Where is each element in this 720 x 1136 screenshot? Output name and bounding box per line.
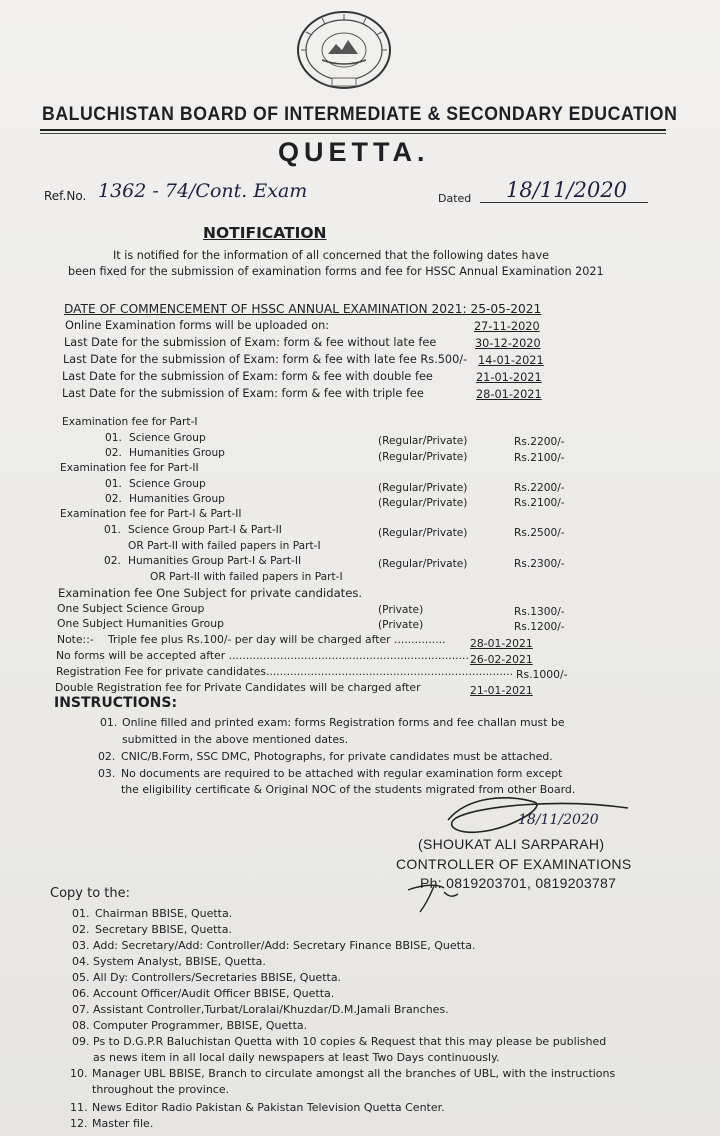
fee-item-no: 02.: [104, 555, 121, 567]
fee-item-group: Humanities Group: [129, 447, 225, 459]
fee-item-group: Science Group: [129, 478, 206, 490]
signature-date: 18/11/2020: [518, 812, 599, 828]
fee-item-sub: OR Part-II with failed papers in Part-I: [128, 540, 321, 552]
fee-item-amount: Rs.1300/-: [514, 606, 565, 618]
fee-item-amount: Rs.2200/-: [514, 482, 565, 494]
fee-item-type: (Regular/Private): [378, 527, 468, 539]
commencement-title: DATE OF COMMENCEMENT OF HSSC ANNUAL EXAMINATION 2021: 25-05-2021: [64, 302, 542, 316]
copy-item-text: Secretary BBISE, Quetta.: [95, 923, 232, 936]
fee-item-no: 01.: [105, 478, 122, 490]
copy-item-text: Chairman BBISE, Quetta.: [95, 907, 233, 920]
fee-item-group: Science Group Part-I & Part-II: [128, 524, 282, 536]
signatory-designation: CONTROLLER OF EXAMINATIONS: [396, 856, 632, 872]
fee-item-amount: Rs.2300/-: [514, 558, 565, 570]
instruction-no: 01.: [100, 716, 118, 729]
schedule-row-label: Last Date for the submission of Exam: form & fee with triple fee: [62, 387, 424, 400]
intro-line-2: been fixed for the submission of examination forms and fee for HSSC Annual Examination 2021: [68, 265, 604, 278]
fee-section-head: Examination fee for Part-I: [62, 416, 198, 428]
dated-label: Dated: [438, 192, 472, 205]
fee-item-amount: Rs.2200/-: [514, 436, 565, 448]
fee-item-sub: OR Part-II with failed papers in Part-I: [150, 571, 343, 583]
note-date: 28-01-2021: [470, 637, 533, 650]
copy-item-text: Ps to D.G.P.R Baluchistan Quetta with 10 copies & Request that this may please be published: [93, 1035, 607, 1048]
fee-item-amount: Rs.2500/-: [514, 527, 565, 539]
fee-item-type: (Regular/Private): [378, 497, 468, 509]
schedule-row-date: 30-12-2020: [475, 337, 541, 350]
copy-item-no: 06.: [72, 987, 90, 1000]
instruction-no: 03.: [98, 767, 116, 780]
dated-underline: [480, 202, 648, 203]
registration-amount: Rs.1000/-: [516, 668, 568, 681]
initials-mark: [404, 882, 464, 916]
double-registration-date: 21-01-2021: [470, 684, 533, 697]
copy-item-no: 12.: [70, 1117, 88, 1130]
instruction-text: Online filled and printed exam: forms Registration forms and fee challan must be: [122, 716, 565, 729]
header-rule: [40, 129, 666, 131]
fee-section-head: Examination fee for Part-I & Part-II: [60, 508, 242, 520]
dated-value: 18/11/2020: [506, 178, 628, 202]
fee-item-type: (Private): [378, 604, 424, 616]
fee-item-type: (Regular/Private): [378, 482, 468, 494]
copy-item-no: 01.: [72, 907, 90, 920]
ref-label: Ref.No.: [44, 189, 87, 203]
schedule-row-date: 28-01-2021: [476, 388, 542, 401]
copy-item-no: 10.: [70, 1067, 88, 1080]
fee-item-type: (Regular/Private): [378, 558, 468, 570]
schedule-row-date: 27-11-2020: [474, 320, 540, 333]
double-registration-text: Double Registration fee for Private Candidates will be charged after: [55, 681, 421, 694]
instructions-title: INSTRUCTIONS:: [54, 695, 178, 711]
city-name: QUETTA.: [278, 137, 430, 167]
signatory-phone: Ph: 0819203701, 0819203787: [420, 875, 617, 891]
fee-section-head: Examination fee for Part-II: [60, 462, 199, 474]
fee-item-amount: Rs.1200/-: [514, 621, 565, 633]
no-forms-date: 26-02-2021: [470, 653, 533, 666]
copy-item-text: All Dy: Controllers/Secretaries BBISE, Quetta.: [93, 971, 342, 984]
ref-number: 1362 - 74/Cont. Exam: [98, 180, 308, 202]
copy-item-no: 07.: [72, 1003, 90, 1016]
fee-item-no: 01.: [104, 524, 121, 536]
fee-item-no: 01.: [105, 432, 122, 444]
copy-item-text: Master file.: [92, 1117, 154, 1130]
fee-item-type: (Regular/Private): [378, 451, 468, 463]
fee-item-group: Science Group: [129, 432, 206, 444]
fee-item-group: Humanities Group Part-I & Part-II: [128, 555, 302, 567]
copy-to-title: Copy to the:: [50, 886, 131, 901]
schedule-row-label: Last Date for the submission of Exam: form & fee with double fee: [62, 370, 433, 383]
copy-item-no: 11.: [70, 1101, 88, 1114]
fee-item-amount: Rs.2100/-: [514, 452, 565, 464]
copy-item-text: Manager UBL BBISE, Branch to circulate amongst all the branches of UBL, with the instructions: [92, 1067, 616, 1080]
notification-title: NOTIFICATION: [203, 224, 327, 242]
copy-item-text: Account Officer/Audit Officer BBISE, Quetta.: [93, 987, 335, 1000]
board-seal-logo: [292, 8, 396, 92]
fee-item-group: One Subject Science Group: [57, 602, 205, 615]
instruction-text: CNIC/B.Form, SSC DMC, Photographs, for private candidates must be attached.: [121, 750, 553, 763]
fee-item-group: Humanities Group: [129, 493, 225, 505]
board-name: BALUCHISTAN BOARD OF INTERMEDIATE & SECONDARY EDUCATION: [42, 104, 678, 125]
fee-item-type: (Private): [378, 619, 424, 631]
instruction-text: the eligibility certificate & Original NOC of the students migrated from other Board.: [121, 783, 576, 796]
schedule-row-date: 21-01-2021: [476, 371, 542, 384]
fee-item-type: (Regular/Private): [378, 435, 468, 447]
copy-item-no: 08.: [72, 1019, 90, 1032]
fee-section-head: Examination fee One Subject for private candidates.: [58, 586, 363, 600]
instruction-no: 02.: [98, 750, 116, 763]
signatory-name: (SHOUKAT ALI SARPARAH): [418, 836, 605, 852]
instruction-text: No documents are required to be attached with regular examination form except: [121, 767, 563, 780]
copy-item-text: Computer Programmer, BBISE, Quetta.: [93, 1019, 308, 1032]
copy-item-no: 03.: [72, 939, 90, 952]
note-label: Note::-: [57, 633, 94, 646]
fee-item-group: One Subject Humanities Group: [57, 617, 224, 630]
fee-item-amount: Rs.2100/-: [514, 497, 565, 509]
schedule-row-label: Last Date for the submission of Exam: form & fee without late fee: [64, 336, 437, 349]
note-text: Triple fee plus Rs.100/- per day will be charged after ...............: [108, 633, 446, 646]
header-rule-thin: [40, 133, 666, 134]
registration-text: Registration Fee for private candidates........................................................................: [56, 665, 514, 678]
copy-item-text: Add: Secretary/Add: Controller/Add: Secretary Finance BBISE, Quetta.: [93, 939, 476, 952]
copy-item-no: 04.: [72, 955, 90, 968]
fee-item-no: 02.: [105, 493, 122, 505]
instruction-text: submitted in the above mentioned dates.: [122, 733, 349, 746]
copy-item-no: 02.: [72, 923, 90, 936]
no-forms-text: No forms will be accepted after ......................................................................: [56, 649, 469, 662]
copy-item-text: News Editor Radio Pakistan & Pakistan Television Quetta Center.: [92, 1101, 445, 1114]
copy-item-text-cont: throughout the province.: [92, 1083, 230, 1096]
intro-line-1: It is notified for the information of all concerned that the following dates have: [113, 249, 549, 262]
schedule-row-label: Last Date for the submission of Exam: form & fee with late fee Rs.500/-: [63, 353, 468, 366]
fee-item-no: 02.: [105, 447, 122, 459]
copy-item-no: 09.: [72, 1035, 90, 1048]
schedule-row-label: Online Examination forms will be uploaded on:: [65, 319, 330, 332]
copy-item-no: 05.: [72, 971, 90, 984]
copy-item-text: System Analyst, BBISE, Quetta.: [93, 955, 266, 968]
copy-item-text-cont: as news item in all local daily newspapers at least Two Days continuously.: [93, 1051, 500, 1064]
schedule-row-date: 14-01-2021: [478, 354, 544, 367]
copy-item-text: Assistant Controller,Turbat/Loralai/Khuzdar/D.M.Jamali Branches.: [93, 1003, 449, 1016]
